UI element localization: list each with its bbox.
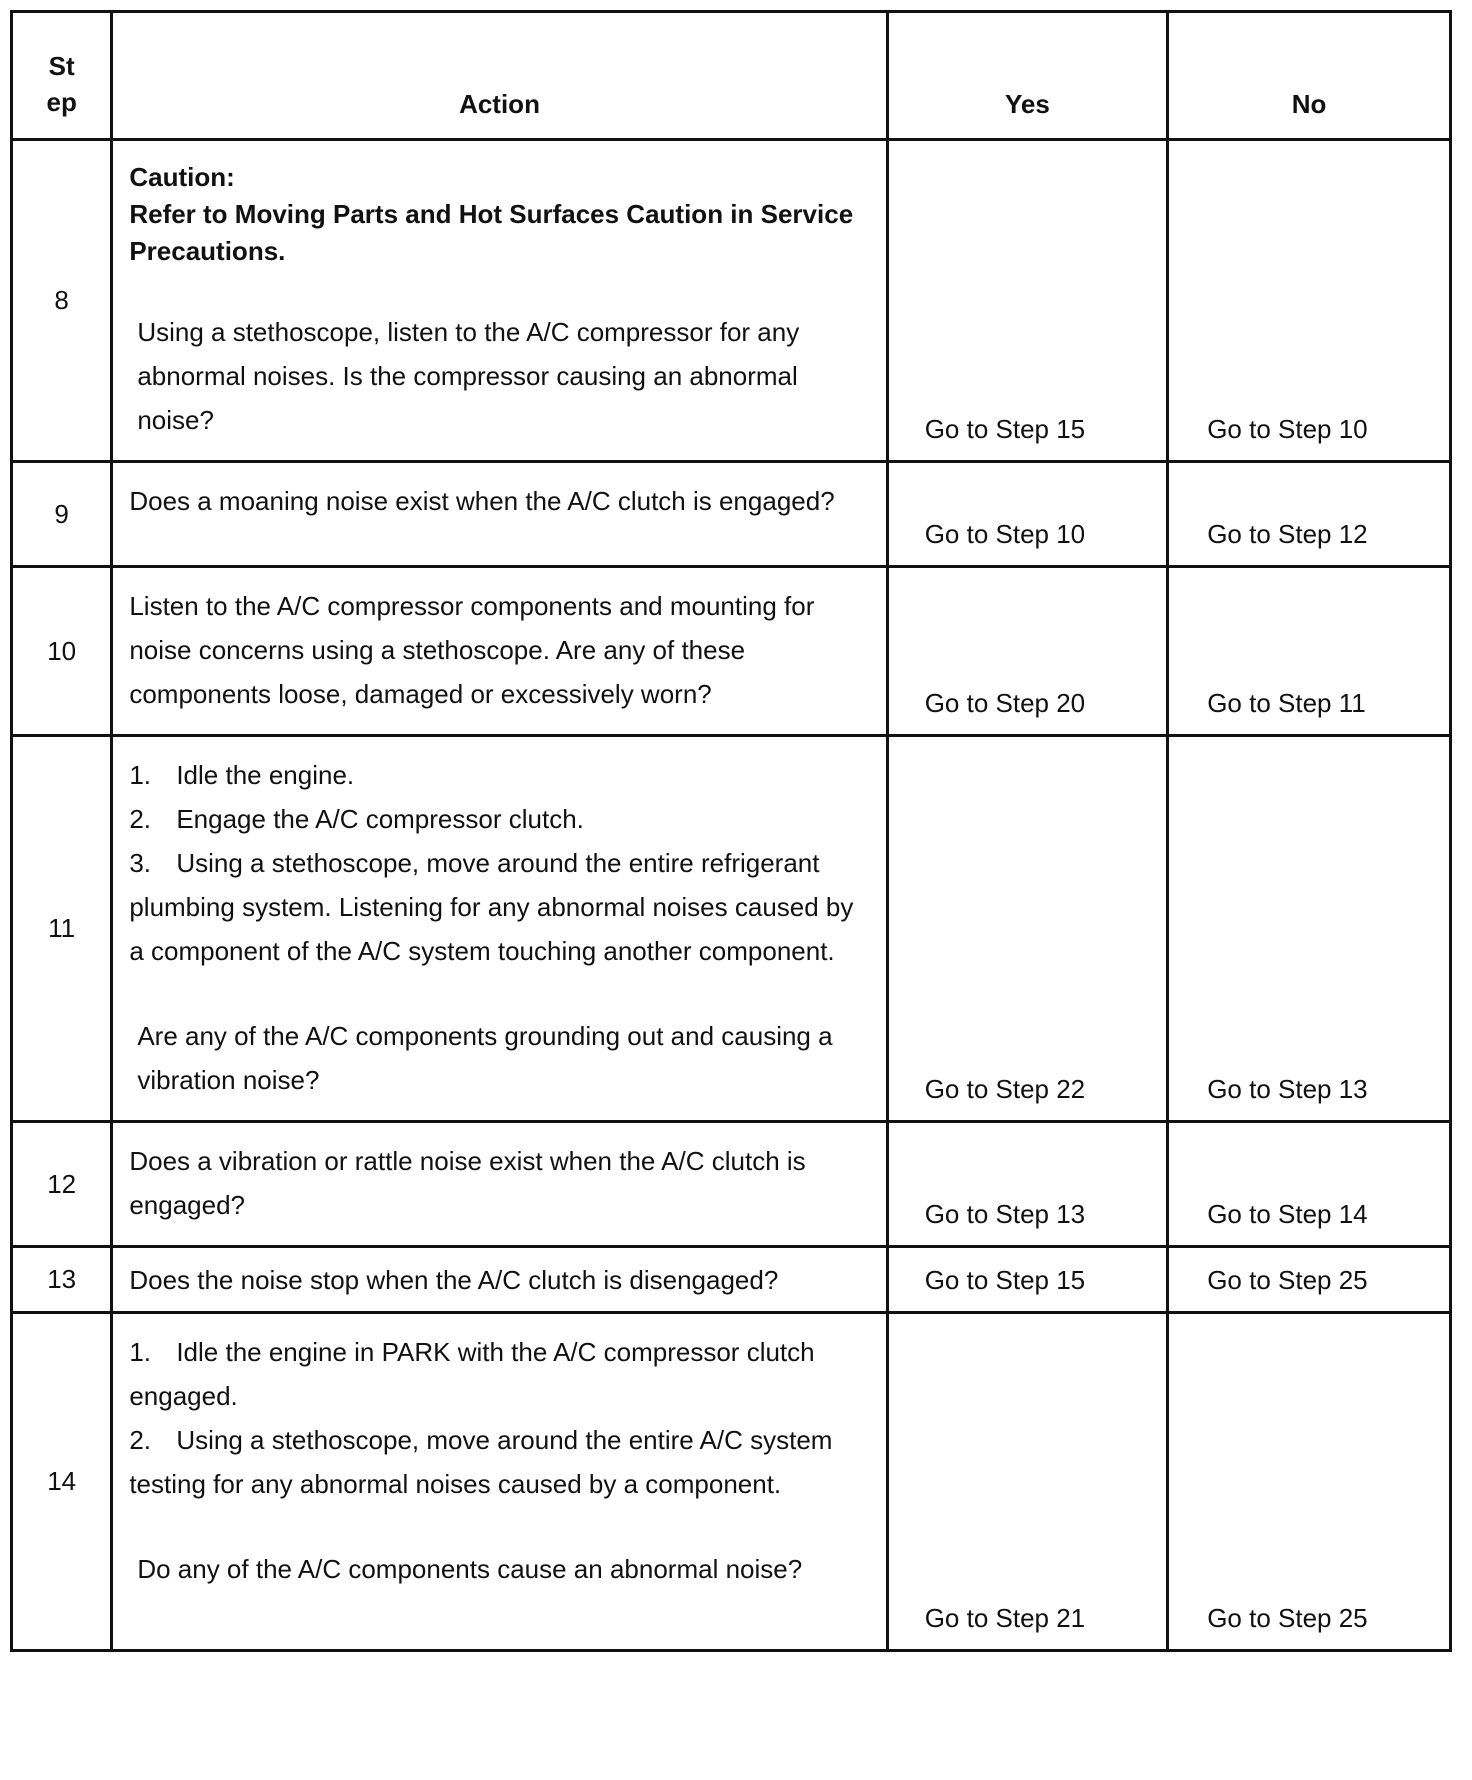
no-result: Go to Step 10 [1168, 140, 1451, 462]
action-question: Does a moaning noise exist when the A/C clutch is engaged? [129, 486, 835, 516]
action-column-header: Action [112, 12, 887, 140]
list-item-number: 2. [129, 804, 152, 834]
list-item-text: Using a stethoscope, move around the entire A/C system testing for any abnormal noises caused by a component. [129, 1425, 833, 1499]
list-item [129, 841, 871, 973]
step-header-line2: ep [46, 86, 77, 117]
yes-result: Go to Step 10 [887, 462, 1168, 567]
action-cell [112, 736, 887, 1122]
header-row [12, 12, 1451, 140]
table-row [12, 462, 1451, 567]
yes-result: Go to Step 15 [887, 140, 1168, 462]
action-question: Does the noise stop when the A/C clutch is disengaged? [129, 1264, 779, 1295]
table-row [12, 567, 1451, 736]
step-column-header [12, 12, 112, 140]
step-number: 10 [12, 567, 112, 736]
table-row [12, 736, 1451, 1122]
step-number: 12 [12, 1122, 112, 1247]
list-item [129, 753, 871, 797]
action-cell [112, 567, 887, 736]
step-number: 8 [12, 140, 112, 462]
action-question: Are any of the A/C components grounding out and causing a vibration noise? [137, 1021, 833, 1095]
no-column-header: No [1168, 12, 1451, 140]
yes-result: Go to Step 20 [887, 567, 1168, 736]
step-number: 14 [12, 1313, 112, 1651]
action-cell [112, 140, 887, 462]
list-item-number: 1. [129, 760, 152, 790]
no-result: Go to Step 14 [1168, 1122, 1451, 1247]
list-item-number: 1. [129, 1337, 152, 1367]
list-item-number: 2. [129, 1425, 152, 1455]
action-cell [112, 1122, 887, 1247]
no-result: Go to Step 13 [1168, 736, 1451, 1122]
no-result: Go to Step 11 [1168, 567, 1451, 736]
action-cell [112, 1247, 887, 1313]
yes-result: Go to Step 22 [887, 736, 1168, 1122]
list-item-text: Engage the A/C compressor clutch. [176, 804, 584, 834]
spacer [129, 1506, 871, 1547]
step-number: 11 [12, 736, 112, 1122]
diagnostic-table [10, 10, 1452, 1652]
list-item [129, 797, 871, 841]
list-item-text: Idle the engine in PARK with the A/C compressor clutch engaged. [129, 1337, 815, 1411]
caution-block [129, 157, 871, 270]
caution-text: Refer to Moving Parts and Hot Surfaces Caution in Service Precautions. [129, 199, 854, 266]
action-question: Listen to the A/C compressor components and mounting for noise concerns using a stethoscope. Are any of these components loose, damaged or excessively worn? [129, 591, 815, 709]
action-question: Do any of the A/C components cause an abnormal noise? [137, 1554, 803, 1584]
spacer [129, 973, 871, 1014]
yes-result: Go to Step 13 [887, 1122, 1168, 1247]
action-cell [112, 1313, 887, 1651]
action-cell [112, 462, 887, 567]
caution-title: Caution: [129, 162, 235, 192]
yes-result: Go to Step 15 [887, 1247, 1168, 1313]
list-item-text: Using a stethoscope, move around the entire refrigerant plumbing system. Listening for any abnormal noises caused by a component of the A/C system touching another component. [129, 848, 854, 966]
step-number: 13 [12, 1247, 112, 1313]
no-result: Go to Step 25 [1168, 1247, 1451, 1313]
table-row [12, 1247, 1451, 1313]
no-result: Go to Step 25 [1168, 1313, 1451, 1651]
list-item-text: Idle the engine. [176, 760, 355, 790]
no-result: Go to Step 12 [1168, 462, 1451, 567]
yes-result: Go to Step 21 [887, 1313, 1168, 1651]
yes-column-header: Yes [887, 12, 1168, 140]
table-row [12, 1313, 1451, 1651]
action-question: Using a stethoscope, listen to the A/C compressor for any abnormal noises. Is the compressor causing an abnormal noise? [137, 317, 800, 435]
action-question: Does a vibration or rattle noise exist when the A/C clutch is engaged? [129, 1146, 806, 1220]
list-item [129, 1330, 871, 1418]
step-header-line1: St [48, 51, 75, 82]
list-item [129, 1418, 871, 1506]
table-row [12, 1122, 1451, 1247]
list-item-number: 3. [129, 848, 152, 878]
table-row [12, 140, 1451, 462]
step-number: 9 [12, 462, 112, 567]
